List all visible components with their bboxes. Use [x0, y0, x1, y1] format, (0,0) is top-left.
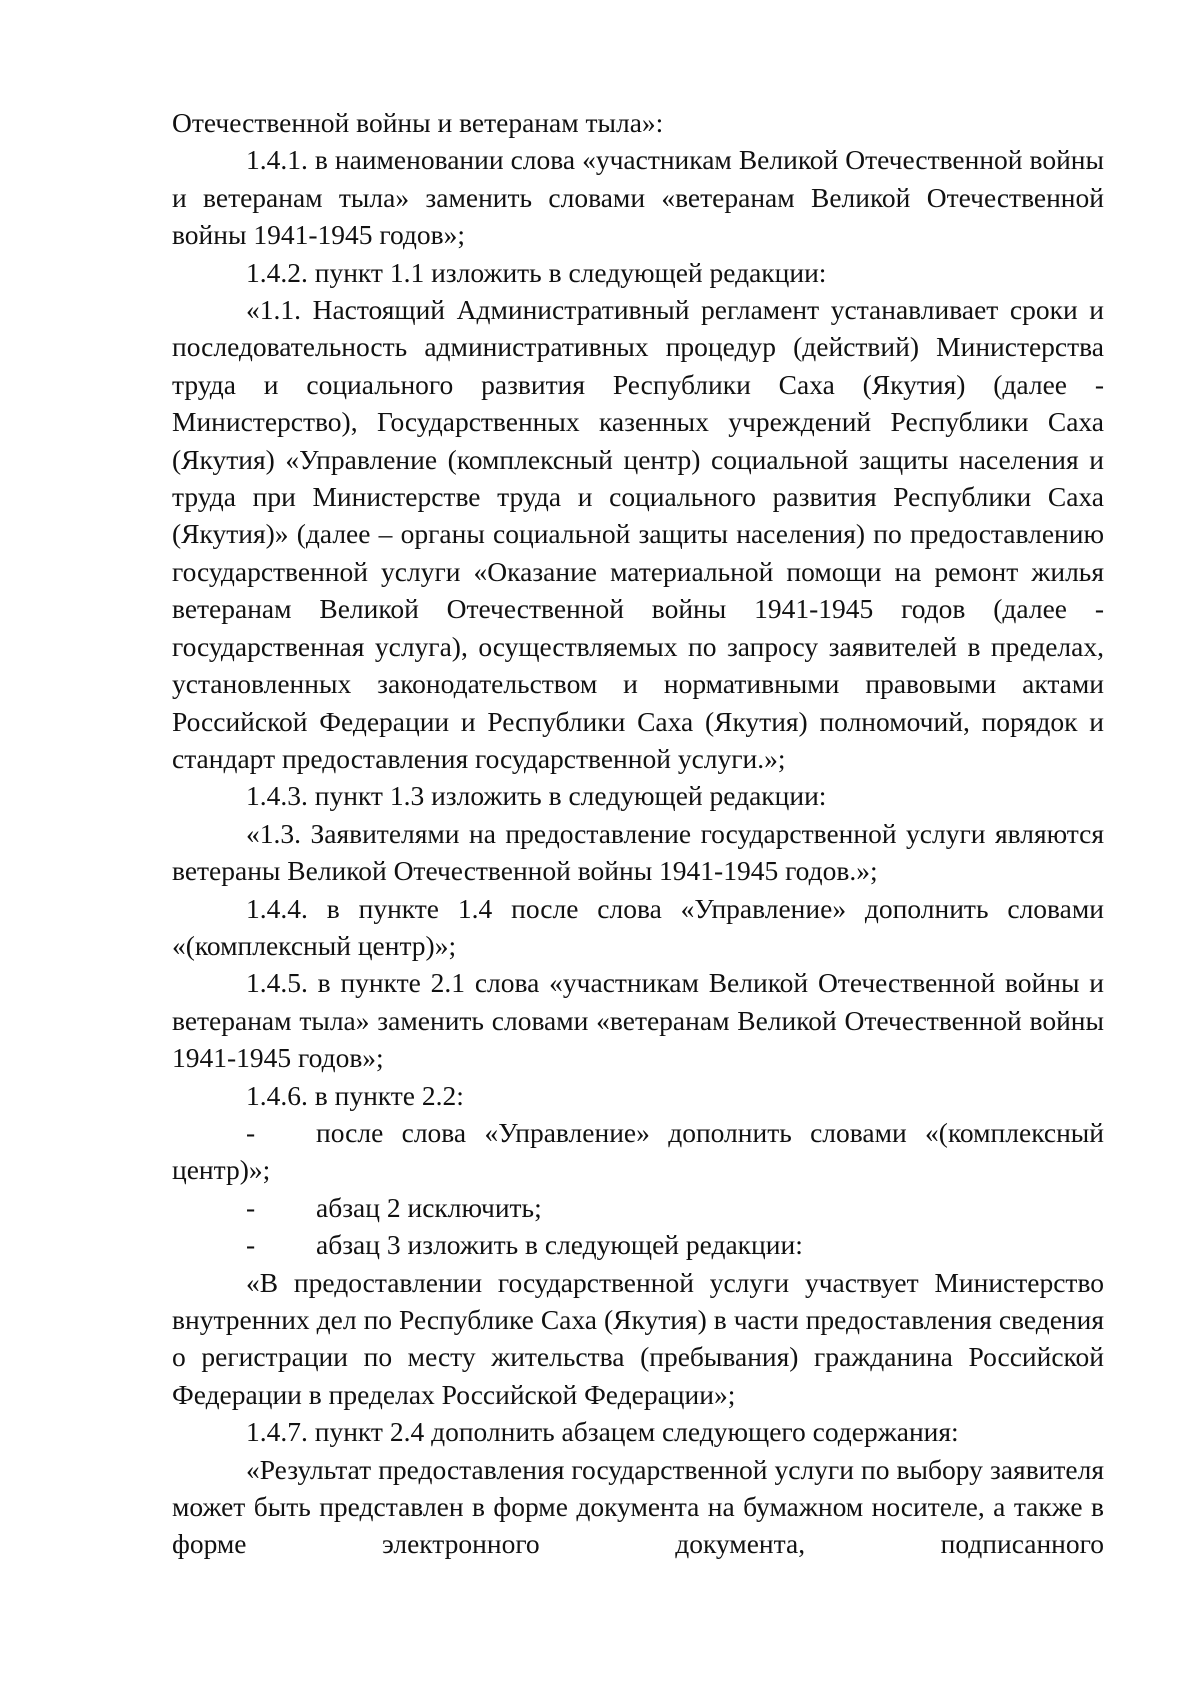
paragraph: 1.4.1. в наименовании слова «участникам Великой Отечественной войны и ветеранам тыла» заменить словами «ветеранам Великой Отечественной войны 1941-1945 годов»; — [172, 144, 1104, 251]
list-dash: - — [246, 1116, 256, 1148]
paragraph: «В предоставлении государственной услуги участвует Министерство внутренних дел по Республике Саха (Якутия) в части предоставления сведения о регистрации по месту жительства (пребывания) гражданина Российской Федерации в пределах Российской Федерации»; — [172, 1266, 1104, 1410]
paragraph: 1.4.2. пункт 1.1 изложить в следующей редакции: — [246, 256, 827, 288]
paragraph: «Результат предоставления государственной услуги по выбору заявителя может быть представлен в форме документа на бумажном носителе, а также в форме электронного документа, подписанного — [172, 1453, 1104, 1560]
paragraph: «1.3. Заявителями на предоставление государственной услуги являются ветераны Великой Отечественной войны 1941-1945 годов.»; — [172, 817, 1104, 887]
paragraph: «1.1. Настоящий Административный регламент устанавливает сроки и последовательность административных процедур (действий) Министерства труда и социального развития Республики Саха (Якутия) (далее - Министерство), Государственных казенных учреждений Республики Саха (Якутия) «Управление (комплексный центр) социальной защиты населения и труда при Министерстве труда и социального развития Республики Саха (Якутия)» (далее – органы социальной защиты населения) по предоставлению государственной услуги «Оказание материальной помощи на ремонт жилья ветеранам Великой Отечественной войны 1941-1945 годов (далее - государственная услуга), осуществляемых по запросу заявителей в пределах, установленных законодательством и нормативными правовыми актами Российской Федерации и Республики Саха (Якутия) полномочий, порядок и стандарт предоставления государственной услуги.»; — [172, 294, 1104, 774]
dash-list-item — [172, 1114, 1104, 1189]
paragraph: Отечественной войны и ветеранам тыла»: — [172, 107, 664, 138]
paragraph: 1.4.4. в пункте 1.4 после слова «Управление» дополнить словами «(комплексный центр)»; — [172, 892, 1104, 961]
list-dash: - — [246, 1229, 256, 1261]
list-item-text: абзац 2 исключить; — [316, 1191, 542, 1223]
list-dash: - — [246, 1191, 256, 1223]
list-item-text: после слова «Управление» дополнить словами «(комплексный центр)»; — [172, 1116, 1104, 1186]
paragraph: 1.4.6. в пункте 2.2: — [246, 1079, 464, 1111]
dash-list-item — [172, 1189, 1104, 1226]
document-page — [172, 104, 1104, 1563]
list-item-text: абзац 3 изложить в следующей редакции: — [316, 1229, 803, 1261]
paragraph: 1.4.3. пункт 1.3 изложить в следующей редакции: — [246, 780, 827, 812]
paragraph: 1.4.5. в пункте 2.1 слова «участникам Великой Отечественной войны и ветеранам тыла» заменить словами «ветеранам Великой Отечественной войны 1941-1945 годов»; — [172, 967, 1104, 1074]
paragraph: 1.4.7. пункт 2.4 дополнить абзацем следующего содержания: — [246, 1416, 959, 1448]
dash-list-item — [172, 1226, 1104, 1263]
